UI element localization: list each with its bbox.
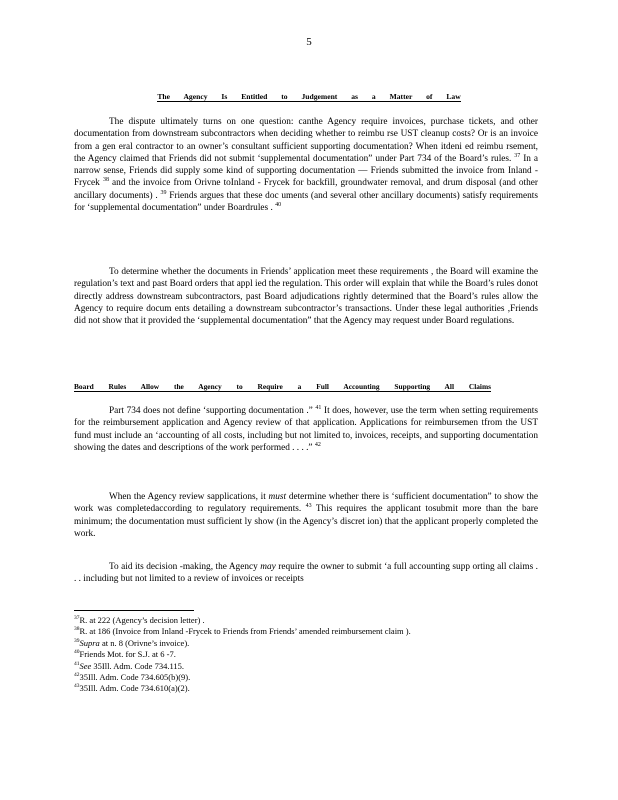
footnote-ref: 43 [305,503,312,510]
footnote-37 [74,615,538,626]
paragraph-text: Part 734 does not define ‘supporting documentation .” [109,406,313,416]
paragraph-text: Friends argues that these doc uments (and several other ancillary documents) satisfy requirements for ‘supplemental documentation” under Boardrules . [74,190,539,214]
footnote-divider [74,610,194,611]
paragraph-text: require the owner to submit ‘a full accounting supp orting all claims . . . including but not limited to a review of invoices or receipts [74,562,539,585]
footnote-number: 39 [74,637,80,644]
footnote-text: 35Ill. Adm. Code 734.610(a)(2). [79,683,190,694]
paragraph-5 [74,561,538,586]
paragraph-3 [74,405,538,454]
footnote-43 [74,683,538,694]
footnote-number: 37 [74,615,80,622]
emphasis: must [268,492,287,502]
paragraph-text: This requires the applicant tosubmit more than the bare minimum; the documentation must sufficient ly show (in the Agency’s discret ion) that the applicant properly completed the work. [74,504,538,539]
footnote-ref: 37 [514,152,521,159]
paragraph-text: When the Agency review sapplications, it [109,492,266,502]
footnote-38 [74,626,538,637]
paragraph-text: To aid its decision -making, the Agency [109,562,258,572]
paragraph-text: The dispute ultimately turns on one question: canthe Agency require invoices, purchase tickets, and other documentation from downstream subcontractors when deciding whether to reimbu rse UST cleanup costs? Or is an invoice from a gen eral contractor to an owner’s consultant sufficient supporting documentation? When itdeni ed reimbu rsement, the Agency claimed that Friends did not submit ‘supplemental documentation” under Part 734 of the Board’s rules. [74,117,538,164]
footnote-number: 38 [74,626,80,633]
paragraph-text: In a narrow sense, Friends did supply some kind of supporting documentation — Friends submitted the invoice from Inland - Frycek [74,153,538,189]
footnote-text: R. at 222 (Agency’s decision letter) . [79,615,205,625]
footnote-42 [74,672,538,683]
footnote-number: 43 [74,683,80,690]
footnote-ref: 39 [160,189,167,196]
footnote-ref: 41 [315,404,322,411]
paragraph-text: determine whether there is ‘sufficient documentation” to show the work was completedaccording to regulatory requirements. [74,492,539,515]
footnotes [74,615,538,695]
footnote-ref: 38 [102,177,109,184]
footnote-text: 35Ill. Adm. Code 734.115. [91,660,185,671]
footnote-number: 41 [74,660,80,667]
subheading [74,382,538,391]
paragraph-1 [74,116,538,214]
footnote-ref: 42 [314,441,321,448]
footnote-text: 35Ill. Adm. Code 734.605(b)(9). [79,672,191,683]
footnote-text: Friends Mot. for S.J. at 6 -7. [79,649,176,660]
subheading-text: Board Rules Allow the Agency to Require a Full Accounting Supporting All Claims [74,382,492,391]
footnote-text: R. at 186 (Invoice from Inland -Frycek to Friends from Friends’ amended reimbursement claim ). [79,626,411,637]
paragraph-4 [74,491,538,540]
footnote-ref: 40 [275,201,282,208]
section-heading-text: The Agency Is Entitled to Judgement as a Matter of Law [157,92,461,101]
footnote-40 [74,649,538,660]
page-number: 5 [306,36,312,48]
section-heading [0,92,618,101]
paragraph-text: It does, however, use the term when setting requirements for the reimbursement application and Agency review of that application. Applications for reimbursemen tfrom the UST fund must include an ‘accounting of all costs, including but not limited to, invoices, receipts, and supporting documentation showing the dates and descriptions of the work performed . . . .” [74,406,538,453]
footnote-number: 42 [74,672,80,679]
paragraph-text: and the invoice from Orivne toInland - Frycek for backfill, groundwater removal, and drum disposal (and other ancillary documents) . [74,178,539,201]
footnote-number: 40 [74,649,80,656]
paragraph-2: To determine whether the documents in Friends’ application meet these requirements , the Board will examine the regulation’s text and past Board orders that appl ied the regulation. This order will explain that while the Board’s rules donot directly address downstream subcontractors, past Board adjudications rightly determined that the Board’s rules allow the Agency to require docum ents detailing a downstream subcontractor’s transactions. Under these legal authorities ,Friends did not show that it provided the ‘supplemental documentation” that the Agency may request under Board regulations. [74,267,538,327]
footnote-text: at n. 8 (Orivne’s invoice). [99,637,190,648]
emphasis: may [260,562,276,572]
footnote-signal: Supra [79,637,100,648]
footnote-41 [74,661,538,672]
footnote-39 [74,638,538,649]
footnote-signal: See [79,660,92,671]
